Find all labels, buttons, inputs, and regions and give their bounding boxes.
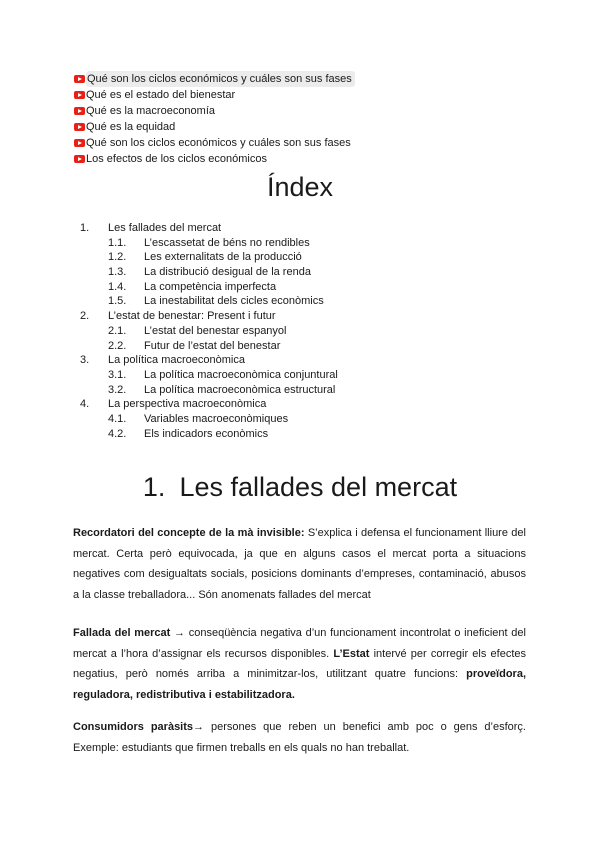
toc-sublabel: La competència imperfecta [144,280,277,293]
toc-subentry[interactable] [80,368,338,383]
toc-subentry[interactable] [80,250,338,265]
video-link[interactable] [74,103,355,119]
toc-sublabel: Els indicadors econòmics [144,427,269,440]
parasitic-consumers-text: → persones que reben un benefici amb poc o gens d’esforç. Exemple: estudiants que firmen treballs en els quals no han treballat. [73,721,526,754]
toc-entry[interactable] [80,221,338,236]
toc-subentry[interactable] [80,427,338,442]
video-link[interactable] [74,119,355,135]
video-link[interactable] [74,71,355,87]
youtube-icon [74,91,85,99]
paragraph-market-failure [73,623,526,705]
toc-label: L’estat de benestar: Present i futur [108,310,276,323]
video-link-label: Qué son los ciclos económicos y cuáles son sus fases [86,71,355,87]
youtube-icon [74,75,85,83]
video-link-label: Qué son los ciclos económicos y cuáles son sus fases [86,137,351,149]
toc-number: 1. [80,222,90,234]
state-functions: proveïdora, reguladora, redistributiva i estabilitzadora. [73,668,526,701]
toc-subnumber: 4.1. [108,412,127,425]
index-title: Índex [266,172,334,202]
toc-entry[interactable] [80,309,338,324]
youtube-icon [74,139,85,147]
toc-label: La política macroeconòmica [108,354,245,367]
video-link-label: Qué es el estado del bienestar [86,89,236,101]
toc-subentry[interactable] [80,294,338,309]
video-link-label: Qué es la equidad [86,121,176,133]
toc-subentry[interactable] [80,412,338,427]
section-heading [0,469,600,505]
toc-subentry[interactable] [80,265,338,280]
term-parasitic-consumers: Consumidors paràsits [73,721,194,733]
toc-subnumber: 3.1. [108,368,127,381]
toc-number: 4. [80,398,90,411]
toc-subnumber: 1.1. [108,236,127,249]
toc-label: Les fallades del mercat [108,222,222,234]
toc-subnumber: 4.2. [108,427,127,440]
video-link[interactable] [74,87,355,103]
toc-sublabel: L’estat del benestar espanyol [144,324,287,337]
section-title: Les fallades del mercat [179,472,458,502]
video-link-label: Qué es la macroeconomía [86,105,216,117]
toc-number: 3. [80,354,90,367]
toc-subnumber: 2.2. [108,339,127,352]
youtube-icon [74,107,85,115]
term-state: L’Estat [333,647,370,660]
video-link-list [74,71,355,167]
toc-label: La perspectiva macroeconòmica [108,398,267,411]
video-link[interactable] [74,135,355,151]
toc-subentry[interactable] [80,236,338,251]
toc-sublabel: L’escassetat de béns no rendibles [144,236,310,249]
state-text: intervé per corregir els efectes negatius, però només arriba a minimitzar-los, utilitzant quatre funcions: [73,647,526,680]
term-invisible-hand: Recordatori del concepte de la mà invisible: [73,527,305,539]
toc-sublabel: Variables macroeconòmiques [144,412,289,425]
table-of-contents [80,221,338,441]
toc-subnumber: 1.3. [108,266,127,279]
toc-subnumber: 1.4. [108,280,127,293]
toc-sublabel: Futur de l’estat del benestar [144,339,281,352]
toc-subnumber: 2.1. [108,324,127,337]
toc-sublabel: Les externalitats de la producció [144,251,302,264]
toc-number: 2. [80,310,90,323]
toc-sublabel: La distribució desigual de la renda [144,266,311,279]
section-number: 1. [142,472,166,502]
toc-subentry[interactable] [80,383,338,398]
youtube-icon [74,155,85,163]
paragraph-parasitic-consumers [73,717,526,758]
toc-sublabel: La inestabilitat dels cicles econòmics [144,295,324,308]
market-failure-text: → conseqüència negativa d’un funcionament incontrolat o ineficient del mercat a l’hora d’assignar els recursos disponibles. [73,627,526,660]
term-market-failure: Fallada del mercat [73,627,171,639]
youtube-icon [74,123,85,131]
invisible-hand-text: S’explica i defensa el funcionament lliure del mercat. Certa però equivocada, ja que en alguns casos el mercat porta a situacions negatives com desigualtats socials, posicions dominants d’empreses, contaminació, abusos a la classe treballadora... Són anomenats fallades del mercat [73,527,526,601]
video-link-label: Los efectos de los ciclos económicos [86,153,267,165]
toc-entry[interactable] [80,353,338,368]
paragraph-invisible-hand [73,523,526,605]
toc-subentry[interactable] [80,339,338,354]
toc-subentry[interactable] [80,324,338,339]
toc-subnumber: 3.2. [108,383,127,396]
toc-sublabel: La política macroeconòmica estructural [144,383,336,396]
toc-entry[interactable] [80,397,338,412]
toc-subentry[interactable] [80,280,338,295]
toc-subnumber: 1.5. [108,295,127,308]
toc-sublabel: La política macroeconòmica conjuntural [144,368,338,381]
video-link[interactable] [74,151,355,167]
toc-subnumber: 1.2. [108,251,127,264]
